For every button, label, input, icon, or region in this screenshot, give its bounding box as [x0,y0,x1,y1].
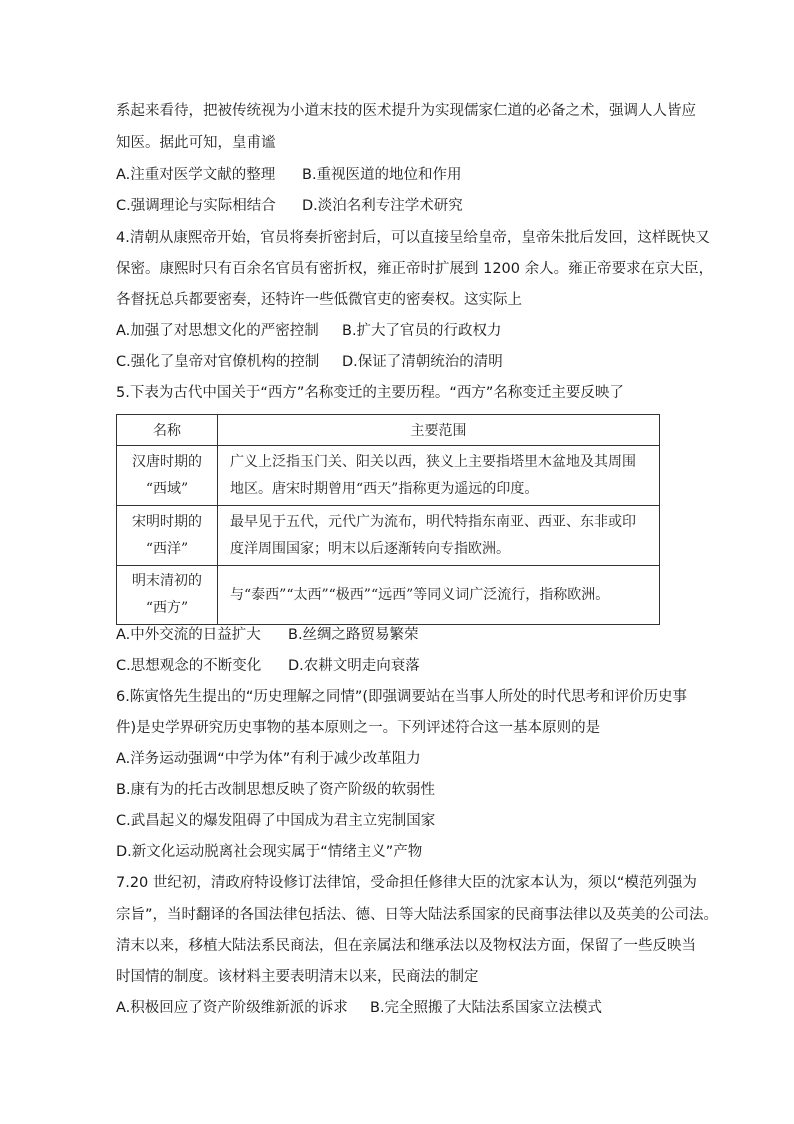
q4-option-c: C.强化了皇帝对官僚机构的控制 [116,354,320,370]
table-row [117,566,660,625]
scope-line: 度洋周围国家；明末以后逐渐转向专指欧洲。 [230,540,510,557]
table-cell-scope [218,446,660,506]
q4-stem-line-2: 保密。康熙时只有百余名官员有密折权，雍正帝时扩展到 1200 余人。雍正帝要求在京大臣， [116,261,714,277]
q4-option-a: A.加强了对思想文化的严密控制 [116,323,319,339]
table-header-name: 名称 [117,415,218,446]
q5-stem: 5.下表为古代中国关于“西方”名称变迁的主要历程。“西方”名称变迁主要反映了 [116,385,624,401]
table-header-scope: 主要范围 [218,415,660,446]
q6-stem-line-1: 6.陈寅恪先生提出的“历史理解之同情”(即强调要站在当事人所处的时代思考和评价历史事 [116,689,688,705]
term-line: “西方” [145,600,189,616]
q7-option-a: A.积极回应了资产阶级维新派的诉求 [116,1000,348,1016]
q4-stem-line-1: 4.清朝从康熙帝开始，官员将奏折密封后，可以直接呈给皇帝，皇帝朱批后发回，这样既快又 [116,230,710,246]
table-row [117,446,660,506]
q5-option-c: C.思想观念的不断变化 [116,658,262,674]
q7-stem-line-4: 时国情的制度。该材料主要表明清末以来，民商法的制定 [116,969,479,985]
q6-option-d: D.新文化运动脱离社会现实属于“情绪主义”产物 [116,844,423,860]
q3-stem-line-1: 系起来看待，把被传统视为小道末技的医术提升为实现儒家仁道的必备之术，强调人人皆应 [116,103,696,119]
q7-stem-line-2: 宗旨”，当时翻译的各国法律包括法、德、日等大陆法系国家的民商事法律以及英美的公司法。 [116,907,719,923]
q4-option-b: B.扩大了官员的行政权力 [342,323,502,339]
table-cell-name [117,566,218,625]
period-line: 汉唐时期的 [132,453,202,470]
scope-line: 地区。唐宋时期曾用“西天”指称更为遥远的印度。 [230,480,539,497]
q5-option-d: D.农耕文明走向衰落 [288,658,420,674]
q6-option-c: C.武昌起义的爆发阻碍了中国成为君主立宪制国家 [116,813,436,829]
table-cell-name [117,506,218,566]
q7-stem-line-3: 清末以来，移植大陆法系民商法，但在亲属法和继承法以及物权法方面，保留了一些反映当 [116,938,696,954]
q3-option-d: D.淡泊名利专注学术研究 [302,198,463,214]
term-line: “西域” [145,480,189,497]
scope-line: 最早见于五代，元代广为流布，明代特指东南亚、西亚、东非或印 [230,513,636,530]
scope-line: 与“泰西”“太西”“极西”“远西”等同义词广泛流行，指称欧洲。 [230,586,610,603]
q6-option-b: B.康有为的托古改制思想反映了资产阶级的软弱性 [116,782,436,798]
q5-option-a: A.中外交流的日益扩大 [116,627,261,643]
q7-option-b: B.完全照搬了大陆法系国家立法模式 [370,1000,603,1016]
period-line: 宋明时期的 [132,513,202,530]
q3-option-b: B.重视医道的地位和作用 [302,167,462,183]
table-cell-scope [218,566,660,625]
q5-option-b: B.丝绸之路贸易繁荣 [288,627,419,643]
table-row [117,506,660,566]
q4-option-d: D.保证了清朝统治的清明 [342,354,503,370]
term-line: “西洋” [145,540,189,557]
q6-option-a: A.洋务运动强调“中学为体”有利于减少改革阻力 [116,751,421,767]
q4-stem-line-3: 各督抚总兵都要密奏，还特许一些低微官吏的密奏权。这实际上 [116,292,522,308]
q7-stem-line-1: 7.20 世纪初，清政府特设修订法律馆，受命担任修律大臣的沈家本认为，须以“模范列强为 [116,875,697,891]
q3-stem-line-2: 知医。据此可知，皇甫谧 [116,135,276,151]
q3-option-a: A.注重对医学文献的整理 [116,167,276,183]
table-cell-name [117,446,218,506]
q6-stem-line-2: 件)是史学界研究历史事物的基本原则之一。下列评述符合这一基本原则的是 [116,720,601,736]
western-names-table [116,414,660,625]
scope-line: 广义上泛指玉门关、阳关以西，狭义上主要指塔里木盆地及其周围 [230,453,636,470]
table-header-row [117,415,660,446]
table-cell-scope [218,506,660,566]
period-line: 明末清初的 [132,573,202,589]
q3-option-c: C.强调理论与实际相结合 [116,198,276,214]
